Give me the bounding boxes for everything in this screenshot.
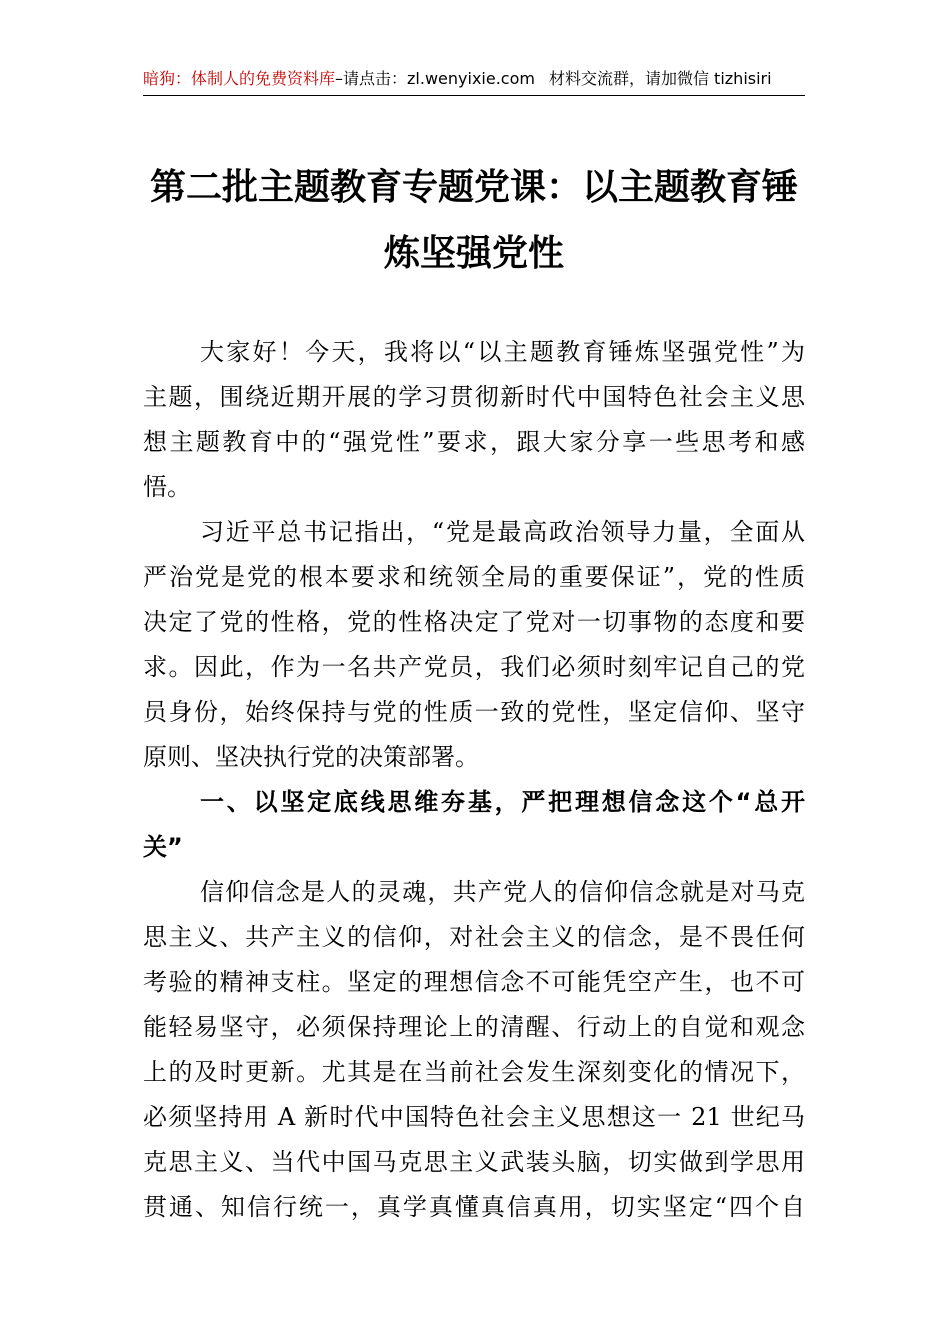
text-line: 思主义、共产主义的信仰，对社会主义的信念，是不畏任何 bbox=[143, 923, 805, 951]
text-line: 悟。 bbox=[143, 473, 191, 501]
text-line: 必须坚持用 A 新时代中国特色社会主义思想这一 21 世纪马 bbox=[143, 1103, 805, 1131]
text-line: 求。因此，作为一名共产党员，我们必须时刻牢记自己的党 bbox=[143, 653, 805, 681]
text-line: 上的及时更新。尤其是在当前社会发生深刻变化的情况下， bbox=[143, 1058, 805, 1086]
text-line: 贯通、知信行统一，真学真懂真信真用，切实坚定“四个自 bbox=[143, 1193, 805, 1221]
paragraph-beliefs bbox=[143, 870, 805, 1230]
text-line: 主题，围绕近期开展的学习贯彻新时代中国特色社会主义思 bbox=[143, 383, 805, 411]
text-line: 信仰信念是人的灵魂，共产党人的信仰信念就是对马克 bbox=[200, 878, 805, 906]
document-body bbox=[143, 330, 805, 1230]
text-line: 考验的精神支柱。坚定的理想信念不可能凭空产生，也不可 bbox=[143, 968, 805, 996]
header-wechat-note: 材料交流群，请加微信 tizhisiri bbox=[548, 69, 772, 88]
text-line: 严治党是党的根本要求和统领全局的重要保证”，党的性质 bbox=[143, 563, 805, 591]
text-line: 习近平总书记指出，“党是最高政治领导力量，全面从 bbox=[200, 518, 805, 546]
header-url-link[interactable]: zl.wenyixie.com bbox=[407, 69, 535, 88]
header-site-name: 暗狗：体制人的免费资料库 bbox=[143, 69, 336, 88]
heading-line: 关” bbox=[143, 833, 183, 861]
document-title bbox=[143, 154, 805, 286]
title-line-1: 第二批主题教育专题党课：以主题教育锤 bbox=[149, 166, 798, 208]
text-line: 克思主义、当代中国马克思主义武装头脑，切实做到学思用 bbox=[143, 1148, 805, 1176]
text-line: 想主题教育中的“强党性”要求，跟大家分享一些思考和感 bbox=[143, 428, 805, 456]
paragraph-intro bbox=[143, 330, 805, 510]
title-line-2: 炼坚强党性 bbox=[383, 232, 564, 274]
text-line: 大家好！今天，我将以“以主题教育锤炼坚强党性”为 bbox=[200, 338, 805, 366]
paragraph-quote bbox=[143, 510, 805, 780]
header-click-prompt: –请点击： bbox=[335, 69, 408, 88]
text-line: 员身份，始终保持与党的性质一致的党性，坚定信仰、坚守 bbox=[143, 698, 805, 726]
text-line: 决定了党的性格，党的性格决定了党对一切事物的态度和要 bbox=[143, 608, 805, 636]
section-heading-1 bbox=[143, 780, 805, 870]
text-line: 原则、坚决执行党的决策部署。 bbox=[143, 743, 479, 771]
heading-line: 一、以坚定底线思维夯基，严把理想信念这个“总开 bbox=[200, 788, 805, 816]
page-header bbox=[143, 68, 805, 90]
header-divider bbox=[143, 95, 805, 96]
text-line: 能轻易坚守，必须保持理论上的清醒、行动上的自觉和观念 bbox=[143, 1013, 805, 1041]
